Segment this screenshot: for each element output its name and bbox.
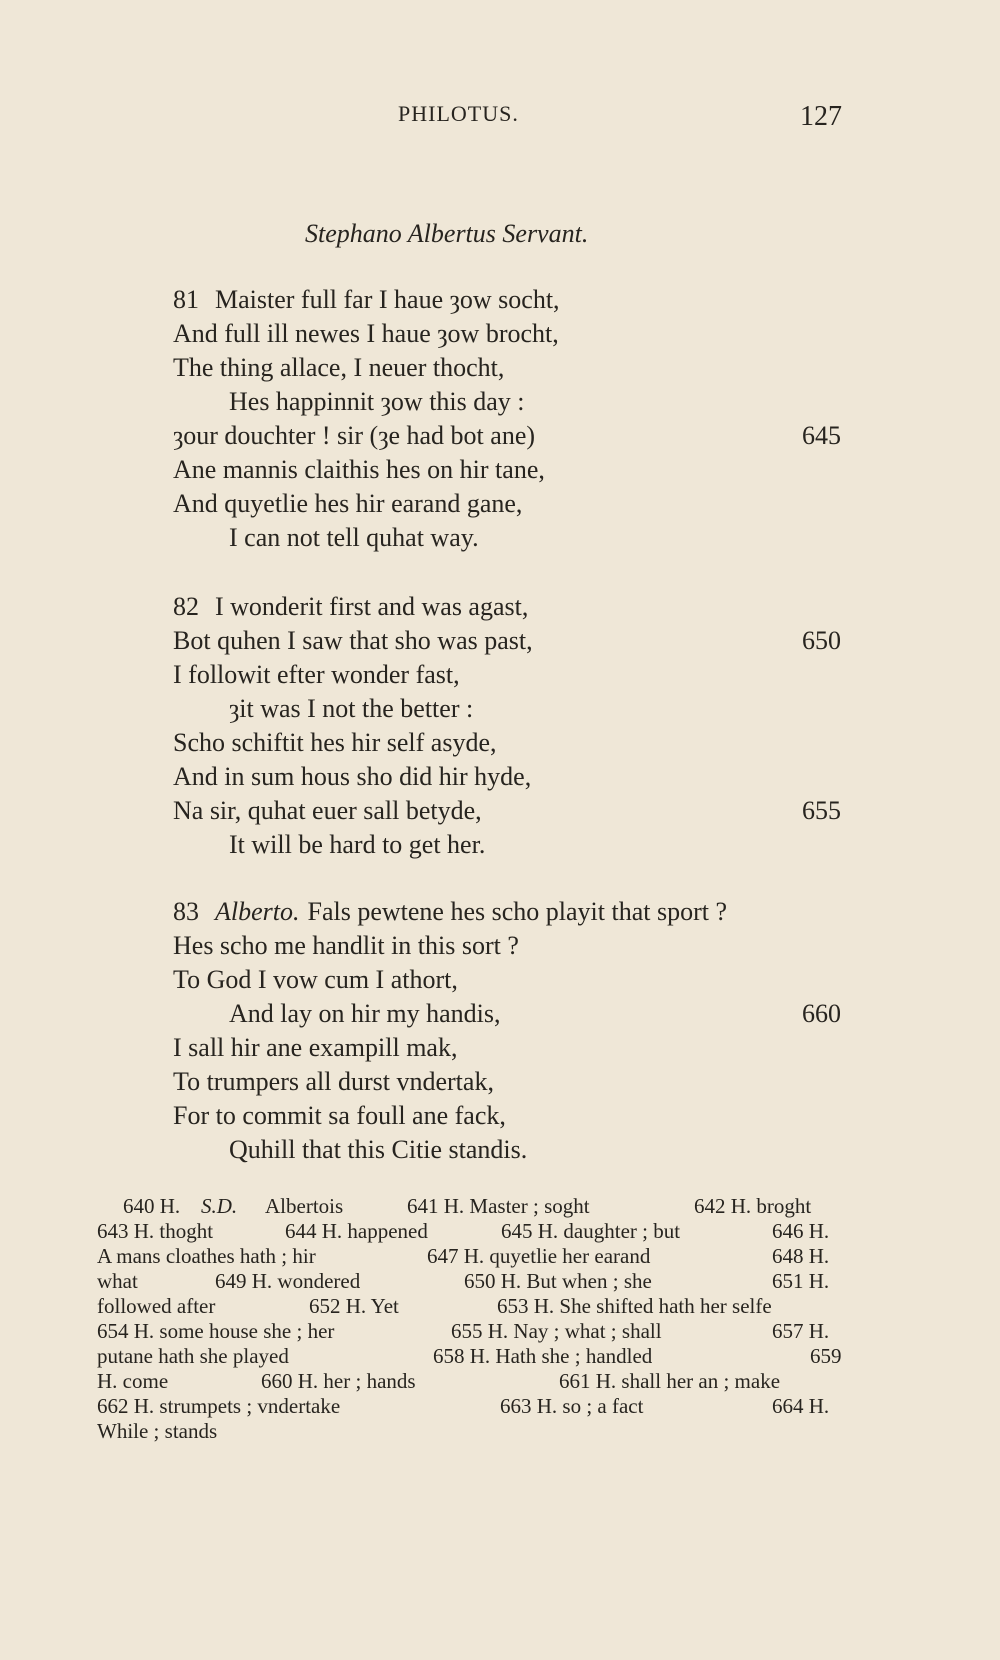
verse-line <box>173 453 853 487</box>
note-row <box>97 1269 847 1294</box>
verse-line <box>173 521 853 555</box>
note-entry: 662 H. strumpets ; vndertake <box>97 1394 341 1418</box>
verse-text: I followit efter wonder fast, <box>173 660 460 689</box>
page-number: 127 <box>800 101 842 132</box>
note-entry: 641 H. Master ; soght <box>407 1194 590 1218</box>
speaker-name: Alberto. <box>215 897 300 926</box>
verse-text: And in sum hous sho did hir hyde, <box>173 762 532 791</box>
note-entry: followed after <box>97 1294 216 1318</box>
note-row <box>97 1369 847 1394</box>
verse-line <box>173 658 853 692</box>
note-entry: Albertois <box>265 1194 344 1218</box>
note-row <box>97 1294 847 1319</box>
verse-text: Hes scho me handlit in this sort ? <box>173 931 519 960</box>
note-entry: H. come <box>97 1369 169 1393</box>
note-entry: 646 H. <box>772 1219 830 1243</box>
note-entry: 664 H. <box>772 1394 830 1418</box>
note-row <box>97 1244 847 1269</box>
stanza-82 <box>173 590 853 862</box>
verse-line <box>173 385 853 419</box>
verse-text: And lay on hir my handis, <box>229 999 501 1028</box>
note-entry: 658 H. Hath she ; handled <box>433 1344 653 1368</box>
note-entry: 657 H. <box>772 1319 830 1343</box>
stanza-number: 81 <box>173 285 199 314</box>
scene-heading: Stephano Albertus Servant. <box>305 219 589 248</box>
note-entry: 661 H. shall her an ; make <box>559 1369 781 1393</box>
note-entry: 644 H. happened <box>285 1219 428 1243</box>
verse-line <box>173 726 853 760</box>
stanza-number: 83 <box>173 897 199 926</box>
note-row <box>97 1319 847 1344</box>
verse-line <box>173 283 853 317</box>
verse-line <box>173 419 853 453</box>
verse-text: And quyetlie hes hir earand gane, <box>173 489 523 518</box>
note-entry: 659 <box>810 1344 842 1368</box>
verse-line <box>173 929 853 963</box>
note-entry: 645 H. daughter ; but <box>501 1219 681 1243</box>
note-row <box>97 1419 847 1444</box>
verse-line <box>173 624 853 658</box>
verse-line <box>173 317 853 351</box>
verse-text: Quhill that this Citie standis. <box>229 1135 528 1164</box>
note-entry: 654 H. some house she ; her <box>97 1319 335 1343</box>
line-number: 655 <box>802 796 841 825</box>
verse-text: Bot quhen I saw that sho was past, <box>173 626 533 655</box>
note-entry: A mans cloathes hath ; hir <box>97 1244 316 1268</box>
note-entry: what <box>97 1269 138 1293</box>
verse-text: ȝit was I not the better : <box>229 694 474 723</box>
verse-text: To God I vow cum I athort, <box>173 965 458 994</box>
verse-line <box>173 895 853 929</box>
verse-text: Maister full far I haue ȝow socht, <box>215 285 560 314</box>
verse-text: Ane mannis claithis hes on hir tane, <box>173 455 545 484</box>
verse-line <box>173 487 853 521</box>
verse-text: Fals pewtene hes scho playit that sport ? <box>307 897 728 926</box>
verse-text: The thing allace, I neuer thocht, <box>173 353 505 382</box>
verse-line <box>173 828 853 862</box>
verse-text: And full ill newes I haue ȝow brocht, <box>173 319 559 348</box>
verse-text: Hes happinnit ȝow this day : <box>229 387 525 416</box>
verse-line <box>173 1099 853 1133</box>
stanza-81 <box>173 283 853 555</box>
verse-line <box>173 1065 853 1099</box>
note-entry: 647 H. quyetlie her earand <box>427 1244 651 1268</box>
note-entry: 643 H. thoght <box>97 1219 214 1243</box>
verse-text: It will be hard to get her. <box>229 830 486 859</box>
note-entry: 663 H. so ; a fact <box>500 1394 644 1418</box>
verse-text: Scho schiftit hes hir self asyde, <box>173 728 497 757</box>
note-entry: 649 H. wondered <box>215 1269 361 1293</box>
note-entry: 660 H. her ; hands <box>261 1369 416 1393</box>
note-entry: S.D. <box>201 1194 238 1218</box>
verse-line <box>173 351 853 385</box>
verse-text: I sall hir ane exampill mak, <box>173 1033 458 1062</box>
note-entry: 653 H. She shifted hath her selfe <box>497 1294 772 1318</box>
verse-line <box>173 794 853 828</box>
verse-text: ȝour douchter ! sir (ȝe had bot ane) <box>173 421 536 450</box>
note-row <box>97 1194 847 1219</box>
verse-text: For to commit sa foull ane fack, <box>173 1101 506 1130</box>
verse-text: I wonderit first and was agast, <box>215 592 529 621</box>
textual-notes <box>97 1194 847 1444</box>
note-entry: 651 H. <box>772 1269 830 1293</box>
verse-line <box>173 997 853 1031</box>
note-entry: 655 H. Nay ; what ; shall <box>451 1319 662 1343</box>
verse-text: Na sir, quhat euer sall betyde, <box>173 796 482 825</box>
line-number: 660 <box>802 999 841 1028</box>
verse-line <box>173 590 853 624</box>
line-number: 645 <box>802 421 841 450</box>
verse-line <box>173 1133 853 1167</box>
note-entry: While ; stands <box>97 1419 218 1443</box>
note-entry: 648 H. <box>772 1244 830 1268</box>
note-entry: 652 H. Yet <box>309 1294 399 1318</box>
running-title: PHILOTUS. <box>398 101 519 126</box>
verse-text: To trumpers all durst vndertak, <box>173 1067 494 1096</box>
verse-line <box>173 760 853 794</box>
verse-line <box>173 963 853 997</box>
verse-line <box>173 692 853 726</box>
stanza-83 <box>173 895 853 1167</box>
note-row <box>97 1394 847 1419</box>
note-row <box>97 1219 847 1244</box>
note-entry: 642 H. broght <box>694 1194 812 1218</box>
verse-line <box>173 1031 853 1065</box>
line-number: 650 <box>802 626 841 655</box>
note-row <box>97 1344 847 1369</box>
note-entry: putane hath she played <box>97 1344 289 1368</box>
note-entry: 640 H. <box>123 1194 181 1218</box>
note-entry: 650 H. But when ; she <box>464 1269 652 1293</box>
stanza-number: 82 <box>173 592 199 621</box>
verse-text: I can not tell quhat way. <box>229 523 479 552</box>
